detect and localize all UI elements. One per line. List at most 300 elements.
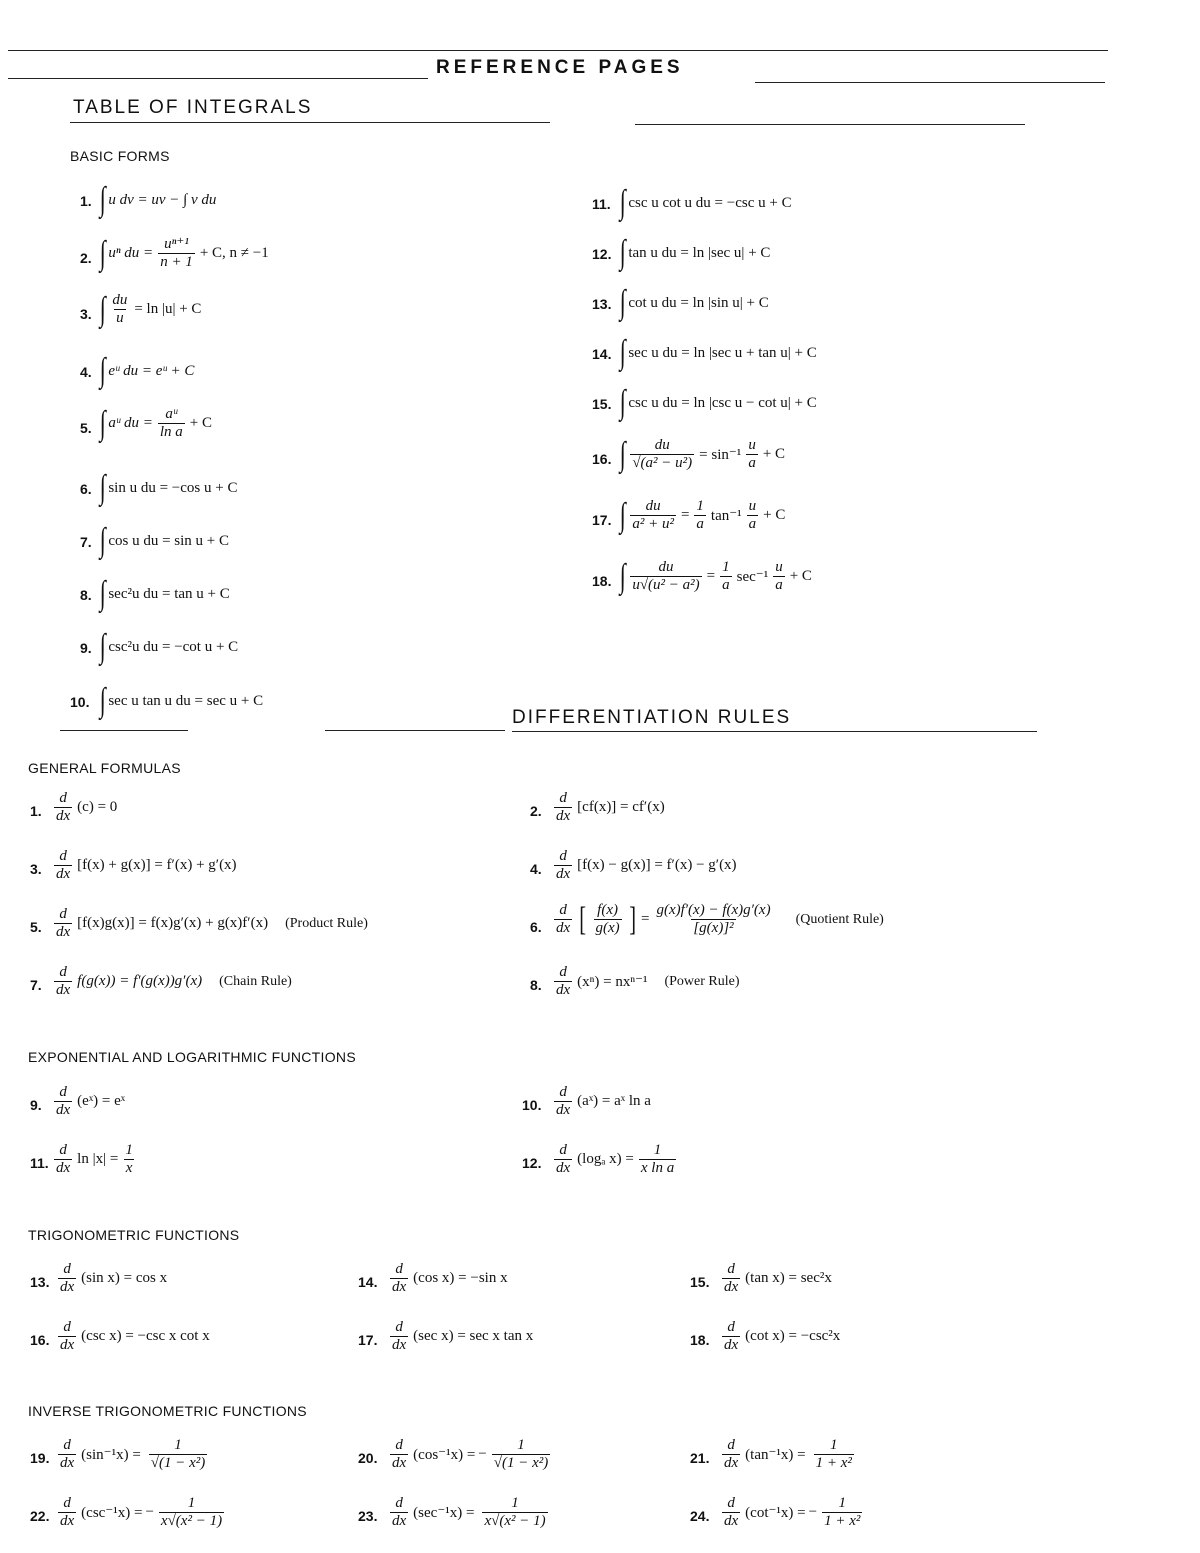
fraction-denominator: n + 1	[160, 254, 193, 271]
integral-17-fraction-2	[694, 498, 706, 534]
integral-sign: ∫	[99, 575, 106, 612]
integral-11	[618, 186, 792, 220]
diff-rule-20-fraction	[492, 1437, 551, 1473]
derivative-operator	[54, 790, 72, 826]
integral-1-body: u dv = uv − ∫ v du	[108, 191, 217, 208]
dx-label: dx	[56, 982, 71, 999]
integral-sign: ∫	[619, 435, 626, 473]
fraction-denominator: g(x)	[595, 920, 620, 937]
fraction-denominator: x√(x² − 1)	[484, 1513, 546, 1530]
dx-label: dx	[556, 808, 571, 825]
integral-18-fraction-3	[773, 559, 785, 595]
derivative-operator	[390, 1261, 408, 1297]
fraction-numerator: 1	[174, 1437, 182, 1453]
integral-sign: ∫	[99, 404, 106, 442]
diff-rule-9-expr: (eˣ) = eˣ	[77, 1093, 126, 1110]
int-num-5: 5.	[80, 420, 92, 436]
dx-label: dx	[60, 1455, 75, 1472]
integral-16-mid: = sin⁻¹	[699, 447, 742, 464]
diff-num-16: 16.	[30, 1332, 50, 1348]
integral-sign: ∫	[99, 522, 106, 559]
d-label: d	[63, 1495, 71, 1511]
d-label: d	[59, 964, 67, 980]
integral-17	[618, 498, 785, 534]
diff-rule-22	[56, 1495, 226, 1531]
diff-num-23: 23.	[358, 1508, 378, 1524]
diff-rule-17	[388, 1319, 533, 1355]
d-label: d	[63, 1261, 71, 1277]
diff-num-6: 6.	[530, 919, 542, 935]
dx-label: dx	[724, 1513, 739, 1530]
diff-rule-14-expr: (cos x) = −sin x	[413, 1270, 508, 1287]
integral-sign: ∫	[619, 557, 626, 595]
fraction-numerator: 1	[511, 1495, 519, 1511]
derivative-operator	[554, 790, 572, 826]
integral-6	[98, 471, 237, 505]
diff-rule-19-expr: (sin⁻¹x) =	[81, 1447, 141, 1464]
diff-rule-20-sign: −	[478, 1446, 487, 1463]
diff-num-19: 19.	[30, 1450, 50, 1466]
integral-sign: ∫	[99, 682, 106, 719]
diff-num-8: 8.	[530, 977, 542, 993]
fraction-numerator: uⁿ⁺¹	[164, 236, 189, 252]
diff-num-9: 9.	[30, 1097, 42, 1113]
diff-title-rule	[512, 731, 1037, 732]
diff-rule-7	[52, 964, 292, 1000]
left-bracket: [	[579, 900, 587, 938]
d-label: d	[559, 964, 567, 980]
integral-2-fraction	[158, 236, 195, 272]
dx-label: dx	[56, 808, 71, 825]
diff-rule-15	[720, 1261, 832, 1297]
int-num-16: 16.	[592, 451, 612, 467]
int-num-17: 17.	[592, 512, 612, 528]
int-num-9: 9.	[80, 640, 92, 656]
dx-label: dx	[556, 1160, 571, 1177]
integrals-bottom-rule	[60, 730, 188, 731]
integral-3	[98, 292, 201, 328]
integral-17-fraction-3	[747, 498, 759, 534]
diff-rule-2-expr: [cf(x)] = cf′(x)	[577, 799, 665, 816]
derivative-operator	[54, 848, 72, 884]
derivative-operator	[722, 1261, 740, 1297]
diff-rule-21-fraction	[814, 1437, 854, 1473]
fraction-denominator: ln a	[159, 424, 183, 441]
derivative-operator	[390, 1319, 408, 1355]
integral-11-body: csc u cot u du = −csc u + C	[628, 194, 792, 211]
derivative-operator	[554, 964, 572, 1000]
d-label: d	[559, 902, 567, 918]
diff-num-2: 2.	[530, 803, 542, 819]
integral-7	[98, 524, 229, 558]
diff-rule-20	[388, 1437, 552, 1473]
diff-rule-3-expr: [f(x) + g(x)] = f′(x) + g′(x)	[77, 857, 237, 874]
dx-label: dx	[556, 982, 571, 999]
general-heading: GENERAL FORMULAS	[28, 760, 181, 776]
integral-3-post: = ln |u| + C	[134, 301, 202, 318]
inverse-heading: INVERSE TRIGONOMETRIC FUNCTIONS	[28, 1403, 307, 1419]
dx-label: dx	[56, 924, 71, 941]
diff-num-1: 1.	[30, 803, 42, 819]
fraction-denominator: u√(u² − a²)	[632, 577, 700, 594]
diff-rule-14	[388, 1261, 508, 1297]
fraction-numerator: du	[645, 498, 661, 514]
dx-label: dx	[56, 866, 71, 883]
exp-heading: EXPONENTIAL AND LOGARITHMIC FUNCTIONS	[28, 1049, 356, 1065]
integral-sign: ∫	[619, 334, 626, 371]
derivative-operator	[54, 906, 72, 942]
d-label: d	[59, 1084, 67, 1100]
diff-rule-8-expr: (xⁿ) = nxⁿ⁻¹	[577, 974, 648, 991]
d-label: d	[59, 906, 67, 922]
derivative-operator	[390, 1495, 408, 1531]
integral-sign: ∫	[619, 496, 626, 534]
integral-16-fraction	[630, 437, 694, 473]
integral-6-body: sin u du = −cos u + C	[108, 479, 238, 496]
integral-13-body: cot u du = ln |sin u| + C	[628, 294, 769, 311]
integral-18-fraction	[630, 559, 701, 595]
integral-sign: ∫	[99, 352, 106, 389]
d-label: d	[395, 1261, 403, 1277]
integral-9	[98, 630, 238, 664]
fraction-numerator: f(x)	[597, 902, 618, 918]
integral-18-mid: =	[706, 568, 716, 585]
integral-sign: ∫	[619, 384, 626, 421]
diff-rule-24-sign: −	[808, 1504, 818, 1521]
diff-rule-13-expr: (sin x) = cos x	[81, 1270, 168, 1287]
diff-rule-12-fraction	[639, 1142, 676, 1178]
fraction-numerator: 1	[187, 1495, 196, 1511]
integral-18-mid2: sec⁻¹	[736, 569, 769, 586]
int-num-3: 3.	[80, 306, 92, 322]
fraction-denominator: √(1 − x²)	[493, 1455, 549, 1472]
dx-label: dx	[60, 1337, 75, 1354]
diff-rule-12-expr: (logₐ x) =	[577, 1151, 634, 1168]
fraction-numerator: du	[658, 559, 674, 575]
page-title: REFERENCE PAGES	[436, 57, 684, 78]
int-num-15: 15.	[592, 396, 612, 412]
d-label: d	[559, 790, 567, 806]
diff-rule-19	[56, 1437, 209, 1473]
integral-2	[98, 236, 269, 272]
int-num-1: 1.	[80, 193, 92, 209]
int-num-10: 10.	[70, 694, 90, 710]
quotient-rule-note: (Quotient Rule)	[795, 911, 884, 927]
integral-sign: ∫	[99, 469, 106, 506]
diff-rule-21-expr: (tan⁻¹x) =	[745, 1447, 806, 1464]
diff-rule-24-expr: (cot⁻¹x) =	[745, 1505, 806, 1522]
diff-num-21: 21.	[690, 1450, 710, 1466]
int-num-8: 8.	[80, 587, 92, 603]
diff-rule-11-fraction	[123, 1142, 135, 1178]
diff-rule-13	[56, 1261, 167, 1297]
d-label: d	[559, 1084, 567, 1100]
integral-18	[618, 559, 812, 595]
fraction-numerator: du	[112, 292, 128, 308]
fraction-numerator: du	[654, 437, 670, 453]
diff-rule-18	[720, 1319, 840, 1355]
integral-sign: ∫	[99, 290, 106, 328]
integral-sign: ∫	[99, 181, 106, 218]
integral-sign: ∫	[99, 628, 106, 665]
int-num-2: 2.	[80, 250, 92, 266]
integral-10	[98, 684, 263, 718]
fraction-denominator: [g(x)]²	[693, 920, 734, 937]
fraction-denominator: a	[722, 577, 730, 594]
d-label: d	[395, 1319, 403, 1335]
d-label: d	[59, 1142, 67, 1158]
header-rule-bottom-right	[755, 82, 1105, 83]
diff-rule-24	[720, 1495, 864, 1531]
int-num-18: 18.	[592, 573, 612, 589]
integral-12-body: tan u du = ln |sec u| + C	[628, 244, 771, 261]
diff-rule-19-fraction	[149, 1437, 208, 1473]
diff-num-18: 18.	[690, 1332, 710, 1348]
int-num-4: 4.	[80, 364, 92, 380]
derivative-operator	[722, 1319, 740, 1355]
integral-5-fraction	[158, 406, 185, 442]
integral-15	[618, 386, 817, 420]
fraction-numerator: 1	[838, 1495, 846, 1511]
diff-rule-12	[552, 1142, 678, 1178]
fraction-numerator: g(x)f′(x) − f(x)g′(x)	[656, 902, 771, 918]
fraction-numerator: 1	[517, 1437, 525, 1453]
derivative-operator	[554, 902, 572, 938]
diff-num-3: 3.	[30, 861, 42, 877]
integrals-title: TABLE OF INTEGRALS	[73, 97, 313, 118]
fraction-denominator: x	[125, 1160, 133, 1177]
right-bracket: ]	[628, 900, 636, 938]
d-label: d	[59, 790, 67, 806]
d-label: d	[559, 1142, 567, 1158]
d-label: d	[395, 1437, 403, 1453]
d-label: d	[727, 1437, 735, 1453]
fraction-denominator: 1 + x²	[815, 1455, 852, 1472]
int-num-12: 12.	[592, 246, 612, 262]
integrals-title-rule	[70, 122, 550, 123]
integral-3-fraction	[110, 292, 129, 328]
integrals-subtitle: BASIC FORMS	[70, 148, 170, 164]
diff-num-14: 14.	[358, 1274, 378, 1290]
integral-16-fraction-2	[746, 437, 758, 473]
diff-num-11: 11.	[30, 1155, 49, 1171]
dx-label: dx	[724, 1337, 739, 1354]
integral-8	[98, 577, 230, 611]
derivative-operator	[58, 1495, 76, 1531]
integral-9-body: csc²u du = −cot u + C	[108, 638, 239, 655]
dx-label: dx	[392, 1513, 407, 1530]
integral-16	[618, 437, 785, 473]
int-num-14: 14.	[592, 346, 612, 362]
derivative-operator	[58, 1319, 76, 1355]
integral-2-pre: uⁿ du =	[108, 245, 154, 262]
fraction-denominator: a	[748, 516, 757, 533]
integral-sign: ∫	[99, 234, 106, 272]
diff-rule-10-expr: (aˣ) = aˣ ln a	[577, 1093, 651, 1110]
dx-label: dx	[556, 866, 571, 883]
fraction-denominator: a	[696, 516, 704, 533]
fraction-denominator: √(a² − u²)	[632, 455, 693, 472]
diff-rule-7-expr: f(g(x)) = f′(g(x))g′(x)	[77, 973, 203, 990]
fraction-numerator: aᵘ	[165, 406, 178, 422]
diff-rule-22-sign: −	[145, 1504, 154, 1521]
diff-rule-2	[552, 790, 665, 826]
int-num-13: 13.	[592, 296, 612, 312]
derivative-operator	[390, 1437, 408, 1473]
diff-rule-10	[552, 1084, 651, 1120]
trig-heading: TRIGONOMETRIC FUNCTIONS	[28, 1227, 240, 1243]
integral-5	[98, 406, 212, 442]
integral-13	[618, 286, 769, 320]
diff-rule-11	[52, 1142, 137, 1178]
fraction-numerator: 1	[653, 1142, 662, 1158]
diff-rule-16-expr: (csc x) = −csc x cot x	[81, 1328, 210, 1345]
integral-18-fraction-2	[720, 559, 732, 595]
diff-num-5: 5.	[30, 919, 42, 935]
diff-rule-left	[325, 730, 505, 731]
dx-label: dx	[392, 1337, 407, 1354]
dx-label: dx	[392, 1455, 407, 1472]
d-label: d	[59, 848, 67, 864]
diff-num-10: 10.	[522, 1097, 542, 1113]
dx-label: dx	[56, 1160, 71, 1177]
integrals-title-rule-right	[635, 124, 1025, 125]
diff-rule-20-expr: (cos⁻¹x) =	[413, 1447, 476, 1464]
derivative-operator	[722, 1495, 740, 1531]
diff-num-22: 22.	[30, 1508, 50, 1524]
fraction-denominator: 1 + x²	[824, 1513, 861, 1530]
derivative-operator	[554, 1084, 572, 1120]
dx-label: dx	[56, 1102, 71, 1119]
diff-num-24: 24.	[690, 1508, 710, 1524]
fraction-numerator: 1	[125, 1142, 133, 1158]
int-num-6: 6.	[80, 481, 92, 497]
integral-7-body: cos u du = sin u + C	[108, 532, 230, 549]
integral-2-post: + C, n ≠ −1	[199, 245, 269, 262]
dx-label: dx	[60, 1279, 75, 1296]
derivative-operator	[54, 1084, 72, 1120]
diff-rule-5	[52, 906, 368, 942]
diff-num-20: 20.	[358, 1450, 378, 1466]
fraction-numerator: 1	[696, 498, 704, 514]
fraction-denominator: a	[775, 577, 783, 594]
diff-rule-17-expr: (sec x) = sec x tan x	[413, 1328, 534, 1345]
integral-sign: ∫	[619, 234, 626, 271]
diff-rule-16	[56, 1319, 210, 1355]
derivative-operator	[722, 1437, 740, 1473]
diff-rule-3	[52, 848, 237, 884]
diff-num-12: 12.	[522, 1155, 542, 1171]
dx-label: dx	[724, 1455, 739, 1472]
d-label: d	[63, 1437, 71, 1453]
power-rule-note: (Power Rule)	[664, 973, 740, 989]
diff-rule-22-expr: (csc⁻¹x) =	[81, 1505, 143, 1522]
derivative-operator	[58, 1261, 76, 1297]
fraction-denominator: u	[116, 310, 124, 327]
derivative-operator	[54, 1142, 72, 1178]
diff-rule-4-expr: [f(x) − g(x)] = f′(x) − g′(x)	[577, 857, 737, 874]
diff-num-13: 13.	[30, 1274, 50, 1290]
d-label: d	[727, 1261, 735, 1277]
quotient-result-fraction	[654, 902, 772, 938]
fraction-denominator: x ln a	[640, 1160, 675, 1177]
diff-rule-1	[52, 790, 117, 826]
fraction-denominator: a	[748, 455, 756, 472]
integral-5-pre: aᵘ du =	[108, 415, 153, 432]
integral-14-body: sec u du = ln |sec u + tan u| + C	[628, 344, 817, 361]
fraction-numerator: 1	[722, 559, 730, 575]
equals-sign: =	[640, 911, 650, 928]
product-rule-note: (Product Rule)	[285, 915, 368, 931]
d-label: d	[559, 848, 567, 864]
integral-18-post: + C	[789, 568, 812, 585]
int-num-7: 7.	[80, 534, 92, 550]
diff-rule-23-expr: (sec⁻¹x) =	[413, 1505, 475, 1522]
chain-rule-note: (Chain Rule)	[219, 973, 292, 989]
integral-sign: ∫	[619, 284, 626, 321]
diff-rule-6	[552, 902, 884, 938]
integral-16-post: + C	[762, 446, 786, 463]
diff-rule-11-expr: ln |x| =	[77, 1151, 119, 1168]
integral-10-body: sec u tan u du = sec u + C	[108, 692, 264, 709]
fraction-numerator: u	[748, 498, 757, 514]
fraction-denominator: a² + u²	[632, 516, 674, 533]
fraction-numerator: u	[775, 559, 783, 575]
d-label: d	[727, 1319, 735, 1335]
integral-12	[618, 236, 770, 270]
int-num-11: 11.	[592, 196, 611, 212]
derivative-operator	[554, 848, 572, 884]
derivative-operator	[554, 1142, 572, 1178]
dx-label: dx	[556, 920, 571, 937]
diff-num-17: 17.	[358, 1332, 378, 1348]
diff-rule-23	[388, 1495, 550, 1531]
diff-rule-15-expr: (tan x) = sec²x	[745, 1270, 832, 1287]
diff-num-7: 7.	[30, 977, 42, 993]
dx-label: dx	[392, 1279, 407, 1296]
integral-17-post: + C	[763, 507, 786, 524]
derivative-operator	[54, 964, 72, 1000]
diff-rule-23-fraction	[482, 1495, 547, 1531]
integral-17-mid: =	[680, 507, 690, 524]
d-label: d	[63, 1319, 71, 1335]
diff-num-4: 4.	[530, 861, 542, 877]
integral-4-body: eᵘ du = eᵘ + C	[108, 362, 195, 379]
integral-sign: ∫	[619, 184, 626, 221]
integral-17-mid2: tan⁻¹	[710, 508, 742, 525]
integral-15-body: csc u du = ln |csc u − cot u| + C	[628, 394, 817, 411]
d-label: d	[395, 1495, 403, 1511]
diff-rule-5-expr: [f(x)g(x)] = f(x)g′(x) + g(x)f′(x)	[77, 915, 269, 932]
integral-14	[618, 336, 817, 370]
diff-rule-22-fraction	[159, 1495, 224, 1531]
diff-title: DIFFERENTIATION RULES	[512, 707, 792, 728]
diff-rule-21	[720, 1437, 856, 1473]
quotient-inner-fraction	[594, 902, 622, 938]
header-rule-bottom-left	[8, 78, 428, 79]
fraction-numerator: u	[748, 437, 756, 453]
fraction-denominator: √(1 − x²)	[150, 1455, 206, 1472]
diff-rule-24-fraction	[822, 1495, 862, 1531]
integral-8-body: sec²u du = tan u + C	[108, 585, 230, 602]
d-label: d	[727, 1495, 735, 1511]
dx-label: dx	[60, 1513, 75, 1530]
integral-17-fraction	[630, 498, 676, 534]
diff-rule-9	[52, 1084, 125, 1120]
integral-1	[98, 183, 216, 217]
fraction-denominator: x√(x² − 1)	[160, 1513, 223, 1530]
integral-5-post: + C	[189, 415, 212, 432]
